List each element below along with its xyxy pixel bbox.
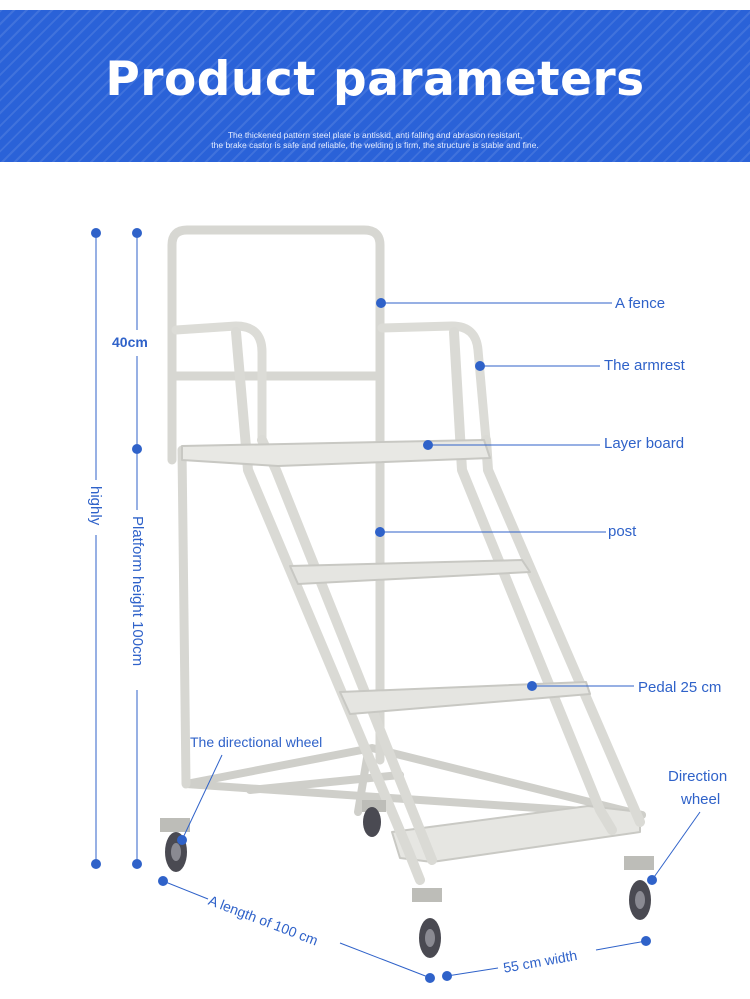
width-label: 55 cm width	[502, 947, 579, 976]
pedal-label: Pedal 25 cm	[638, 679, 722, 696]
direction-wheel-label-line-2: wheel	[681, 791, 721, 808]
ladder-cart-illustration	[160, 230, 654, 958]
armrest-label: The armrest	[604, 357, 685, 374]
armrest-callout	[475, 361, 600, 371]
length-label: A length of 100 cm	[206, 892, 321, 949]
direction-wheel-label-line-1: Direction	[668, 768, 728, 785]
page-title: Product parameters	[105, 52, 645, 107]
layer-board-label: Layer board	[604, 435, 685, 452]
directional-wheel-label: The directional wheel	[190, 734, 323, 750]
post-label: post	[608, 523, 637, 540]
direction-wheel-callout	[647, 812, 700, 885]
platform-height-label: Platform height 100cm	[129, 516, 146, 667]
subtitle-line-2: the brake castor is safe and reliable, the welding is firm, the structure is stable and fine.	[211, 140, 539, 150]
fence-height-label: 40cm	[112, 334, 148, 350]
total-height-label: highly	[87, 486, 104, 526]
subtitle-line-1: The thickened pattern steel plate is antiskid, anti falling and abrasion resistant,	[227, 130, 523, 140]
fence-label: A fence	[615, 295, 666, 312]
height-dimension-line	[91, 228, 101, 869]
fence-callout	[376, 298, 612, 308]
